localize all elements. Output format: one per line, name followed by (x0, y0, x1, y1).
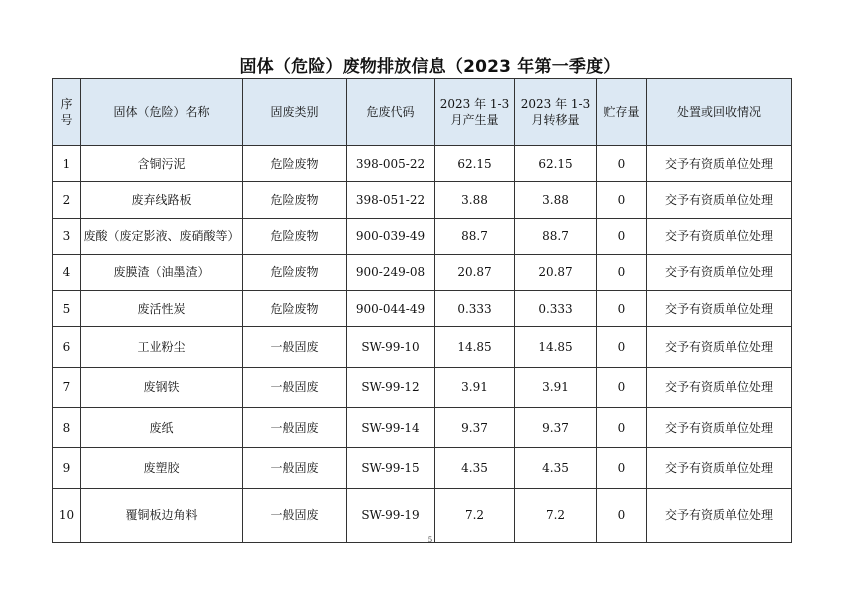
cell-name: 废钢铁 (81, 367, 243, 407)
table-row (53, 407, 792, 447)
cell-disposal: 交予有资质单位处理 (647, 218, 792, 254)
cell-transferred: 7.2 (515, 488, 597, 542)
cell-disposal: 交予有资质单位处理 (647, 182, 792, 218)
cell-produced: 7.2 (435, 488, 515, 542)
cell-seq: 5 (53, 291, 81, 327)
cell-category: 危险废物 (243, 146, 347, 182)
cell-category: 一般固废 (243, 327, 347, 367)
cell-category: 危险废物 (243, 254, 347, 290)
table-row (53, 448, 792, 488)
cell-name: 覆铜板边角料 (81, 488, 243, 542)
cell-transferred: 88.7 (515, 218, 597, 254)
cell-produced: 3.91 (435, 367, 515, 407)
cell-disposal: 交予有资质单位处理 (647, 146, 792, 182)
table-row (53, 182, 792, 218)
header-stored: 贮存量 (597, 79, 647, 146)
waste-discharge-table (52, 78, 792, 543)
cell-name: 废弃线路板 (81, 182, 243, 218)
cell-name: 含铜污泥 (81, 146, 243, 182)
cell-produced: 3.88 (435, 182, 515, 218)
cell-produced: 88.7 (435, 218, 515, 254)
cell-stored: 0 (597, 291, 647, 327)
header-category: 固废类别 (243, 79, 347, 146)
cell-stored: 0 (597, 367, 647, 407)
cell-disposal: 交予有资质单位处理 (647, 407, 792, 447)
cell-stored: 0 (597, 327, 647, 367)
table-row (53, 327, 792, 367)
cell-code: 900-039-49 (347, 218, 435, 254)
cell-code: SW-99-15 (347, 448, 435, 488)
cell-disposal: 交予有资质单位处理 (647, 448, 792, 488)
cell-produced: 0.333 (435, 291, 515, 327)
cell-name: 废膜渣（油墨渣） (81, 254, 243, 290)
cell-stored: 0 (597, 488, 647, 542)
document-title: 固体（危险）废物排放信息（2023 年第一季度） (239, 57, 621, 77)
cell-seq: 8 (53, 407, 81, 447)
cell-produced: 4.35 (435, 448, 515, 488)
table-row (53, 488, 792, 542)
cell-stored: 0 (597, 218, 647, 254)
cell-category: 危险废物 (243, 218, 347, 254)
page-number: 5 (427, 536, 433, 544)
cell-category: 一般固废 (243, 448, 347, 488)
cell-seq: 9 (53, 448, 81, 488)
cell-produced: 9.37 (435, 407, 515, 447)
cell-transferred: 14.85 (515, 327, 597, 367)
cell-transferred: 9.37 (515, 407, 597, 447)
cell-category: 危险废物 (243, 291, 347, 327)
cell-code: 900-249-08 (347, 254, 435, 290)
cell-category: 一般固废 (243, 407, 347, 447)
cell-seq: 3 (53, 218, 81, 254)
cell-seq: 10 (53, 488, 81, 542)
header-seq: 序号 (53, 79, 81, 146)
cell-stored: 0 (597, 182, 647, 218)
header-transferred: 2023 年 1-3 月转移量 (515, 79, 597, 146)
cell-transferred: 0.333 (515, 291, 597, 327)
cell-stored: 0 (597, 146, 647, 182)
cell-code: 398-051-22 (347, 182, 435, 218)
table-header-row (53, 79, 792, 146)
cell-name: 废酸（废定影液、废硝酸等） (81, 218, 243, 254)
cell-code: SW-99-19 (347, 488, 435, 542)
table-row (53, 367, 792, 407)
cell-category: 危险废物 (243, 182, 347, 218)
cell-seq: 2 (53, 182, 81, 218)
cell-seq: 4 (53, 254, 81, 290)
cell-stored: 0 (597, 407, 647, 447)
header-produced: 2023 年 1-3 月产生量 (435, 79, 515, 146)
cell-stored: 0 (597, 254, 647, 290)
cell-name: 废纸 (81, 407, 243, 447)
table-row (53, 218, 792, 254)
cell-transferred: 20.87 (515, 254, 597, 290)
cell-name: 工业粉尘 (81, 327, 243, 367)
header-disposal: 处置或回收情况 (647, 79, 792, 146)
cell-name: 废塑胶 (81, 448, 243, 488)
cell-name: 废活性炭 (81, 291, 243, 327)
cell-seq: 7 (53, 367, 81, 407)
cell-code: 900-044-49 (347, 291, 435, 327)
cell-code: SW-99-14 (347, 407, 435, 447)
cell-seq: 6 (53, 327, 81, 367)
table-row (53, 146, 792, 182)
table-row (53, 254, 792, 290)
cell-code: 398-005-22 (347, 146, 435, 182)
cell-seq: 1 (53, 146, 81, 182)
cell-produced: 20.87 (435, 254, 515, 290)
cell-transferred: 62.15 (515, 146, 597, 182)
cell-disposal: 交予有资质单位处理 (647, 254, 792, 290)
cell-code: SW-99-10 (347, 327, 435, 367)
cell-disposal: 交予有资质单位处理 (647, 367, 792, 407)
cell-disposal: 交予有资质单位处理 (647, 488, 792, 542)
cell-transferred: 3.91 (515, 367, 597, 407)
cell-disposal: 交予有资质单位处理 (647, 327, 792, 367)
cell-code: SW-99-12 (347, 367, 435, 407)
cell-disposal: 交予有资质单位处理 (647, 291, 792, 327)
cell-produced: 62.15 (435, 146, 515, 182)
cell-category: 一般固废 (243, 367, 347, 407)
cell-category: 一般固废 (243, 488, 347, 542)
header-name: 固体（危险）名称 (81, 79, 243, 146)
cell-stored: 0 (597, 448, 647, 488)
header-code: 危废代码 (347, 79, 435, 146)
cell-transferred: 4.35 (515, 448, 597, 488)
cell-transferred: 3.88 (515, 182, 597, 218)
cell-produced: 14.85 (435, 327, 515, 367)
table-row (53, 291, 792, 327)
